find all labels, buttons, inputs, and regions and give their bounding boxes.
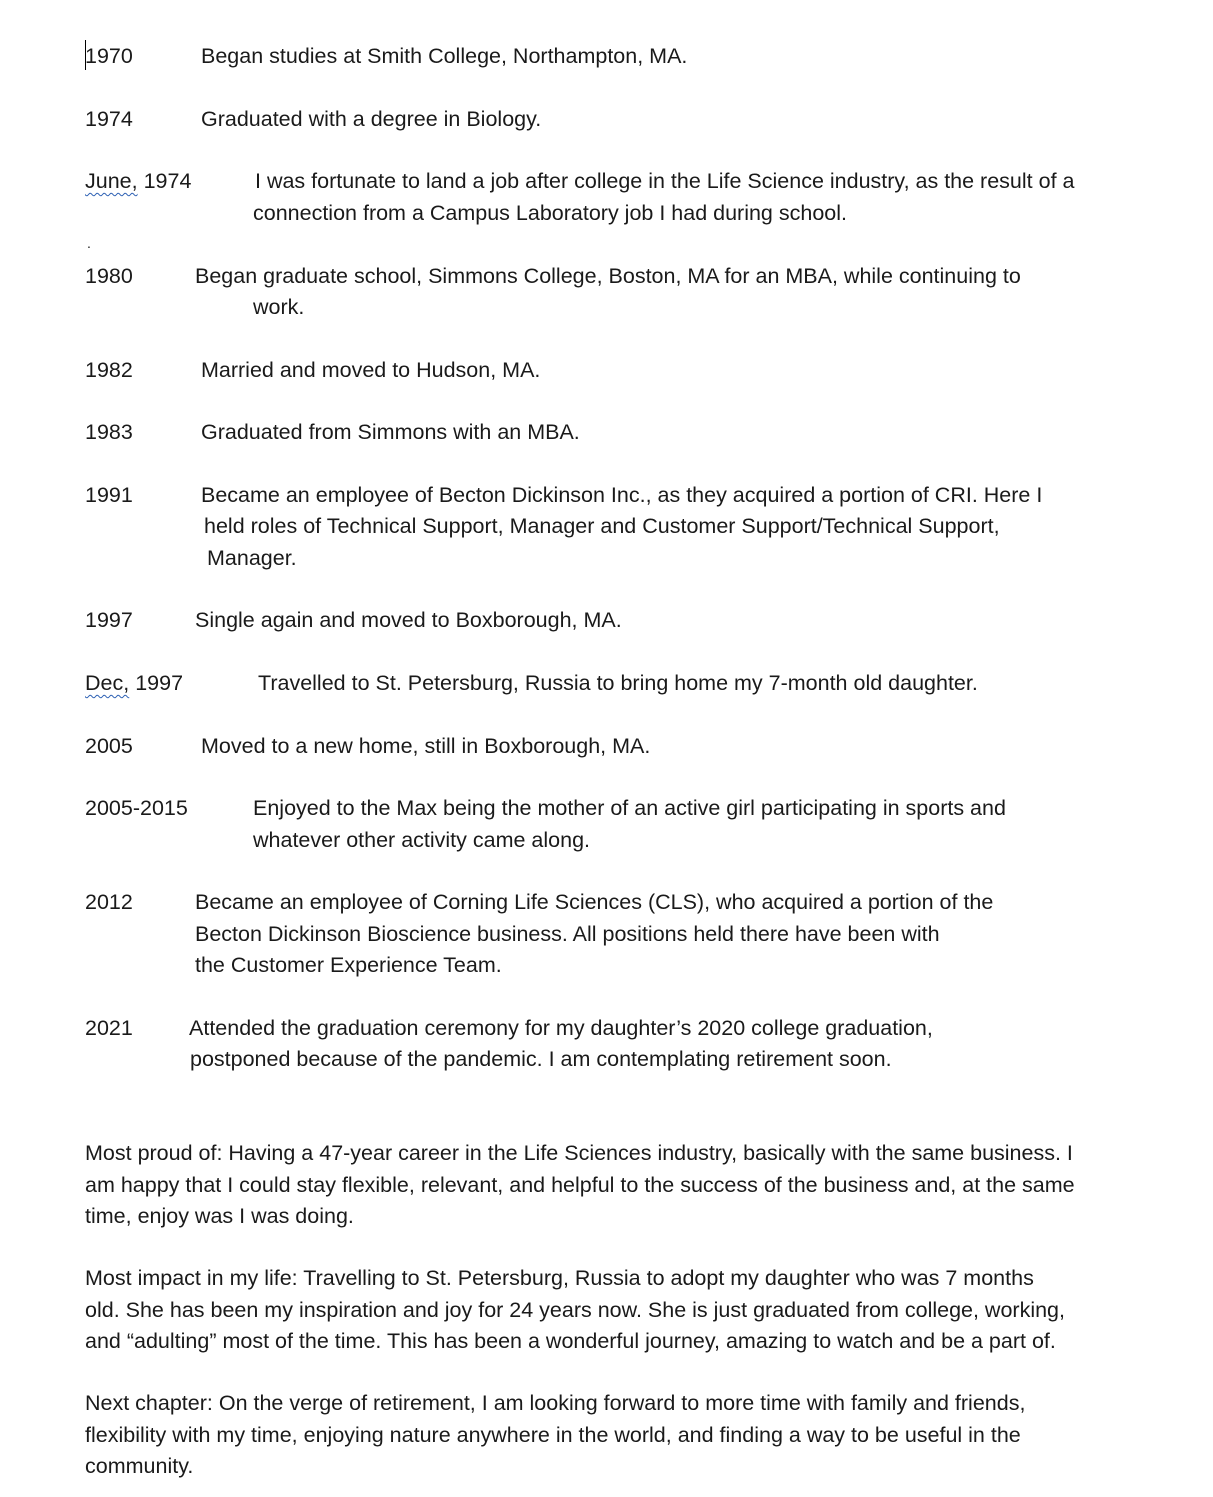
timeline-year [85, 892, 133, 914]
timeline-description-line: Began studies at Smith College, Northampton, MA. [201, 44, 688, 68]
timeline-description-line: connection from a Campus Laboratory job I had during school. [253, 201, 847, 225]
year-text: 1997 [85, 608, 133, 632]
year-text: 2005-2015 [85, 796, 188, 820]
timeline-description-line: Moved to a new home, still in Boxborough, MA. [201, 734, 651, 758]
timeline-description-line: Becton Dickinson Bioscience business. All positions held there have been with [195, 922, 940, 946]
year-text: 2012 [85, 890, 133, 914]
timeline-description-line: Graduated from Simmons with an MBA. [201, 420, 580, 444]
timeline-description-line: Attended the graduation ceremony for my daughter’s 2020 college graduation, [189, 1016, 933, 1040]
timeline-year [85, 1018, 133, 1040]
spellcheck-flagged-word: June, [85, 169, 138, 193]
paragraph-line: community. [85, 1454, 194, 1478]
timeline-year [85, 109, 133, 131]
timeline-year [85, 422, 133, 444]
timeline-year [85, 360, 133, 382]
year-text: 1983 [85, 420, 133, 444]
year-text: 1980 [85, 264, 133, 288]
year-text: 1982 [85, 358, 133, 382]
paragraph-line: Most impact in my life: Travelling to St. Petersburg, Russia to adopt my daughter who was 7 months [85, 1266, 1034, 1290]
timeline-description-line: Began graduate school, Simmons College, Boston, MA for an MBA, while continuing to [195, 264, 1021, 288]
timeline-year [85, 171, 191, 193]
spellcheck-flagged-word: Dec, [85, 671, 130, 695]
year-text: 2021 [85, 1016, 133, 1040]
timeline-year [85, 736, 133, 758]
year-text: 1974 [137, 169, 192, 193]
timeline-year [85, 485, 133, 507]
timeline-description-line: postponed because of the pandemic. I am contemplating retirement soon. [190, 1047, 892, 1071]
paragraph-line: am happy that I could stay flexible, relevant, and helpful to the success of the business and, at the same [85, 1173, 1075, 1197]
timeline-year [85, 610, 133, 632]
timeline-description-line: Married and moved to Hudson, MA. [201, 358, 541, 382]
paragraph-line: flexibility with my time, enjoying nature anywhere in the world, and finding a way to be useful in the [85, 1423, 1021, 1447]
paragraph-line: Next chapter: On the verge of retirement, I am looking forward to more time with family and friends, [85, 1391, 1026, 1415]
paragraph-line: old. She has been my inspiration and joy for 24 years now. She is just graduated from college, working, [85, 1298, 1065, 1322]
timeline-description-line: Graduated with a degree in Biology. [201, 107, 542, 131]
timeline-description-line: whatever other activity came along. [253, 828, 590, 852]
timeline-description-line: I was fortunate to land a job after college in the Life Science industry, as the result of a [255, 169, 1075, 193]
timeline-description-line: work. [253, 295, 305, 319]
year-text: 1997 [129, 671, 184, 695]
year-text: 1974 [85, 107, 133, 131]
paragraph-line: and “adulting” most of the time. This has been a wonderful journey, amazing to watch and be a part of. [85, 1329, 1056, 1353]
year-text: 2005 [85, 734, 133, 758]
timeline-year [85, 798, 188, 820]
timeline-description-line: Single again and moved to Boxborough, MA. [195, 608, 622, 632]
timeline-description-line: Became an employee of Becton Dickinson Inc., as they acquired a portion of CRI. Here I [201, 483, 1043, 507]
paragraph-line: Most proud of: Having a 47-year career in the Life Sciences industry, basically with the same business. I [85, 1141, 1073, 1165]
paragraph-line: time, enjoy was I was doing. [85, 1204, 354, 1228]
timeline-description-line: held roles of Technical Support, Manager and Customer Support/Technical Support, [204, 514, 1000, 538]
timeline-description-line: Became an employee of Corning Life Sciences (CLS), who acquired a portion of the [195, 890, 994, 914]
timeline-description-line: the Customer Experience Team. [195, 953, 502, 977]
timeline-description-line: Enjoyed to the Max being the mother of an active girl participating in sports and [253, 796, 1006, 820]
timeline-description-line: Manager. [207, 546, 297, 570]
stray-period: . [87, 235, 91, 251]
timeline-year [85, 266, 133, 288]
timeline-year [85, 46, 133, 68]
timeline-year [85, 673, 183, 695]
timeline-description-line: Travelled to St. Petersburg, Russia to bring home my 7-month old daughter. [258, 671, 978, 695]
year-text: 1991 [85, 483, 133, 507]
year-text: 1970 [85, 44, 133, 68]
